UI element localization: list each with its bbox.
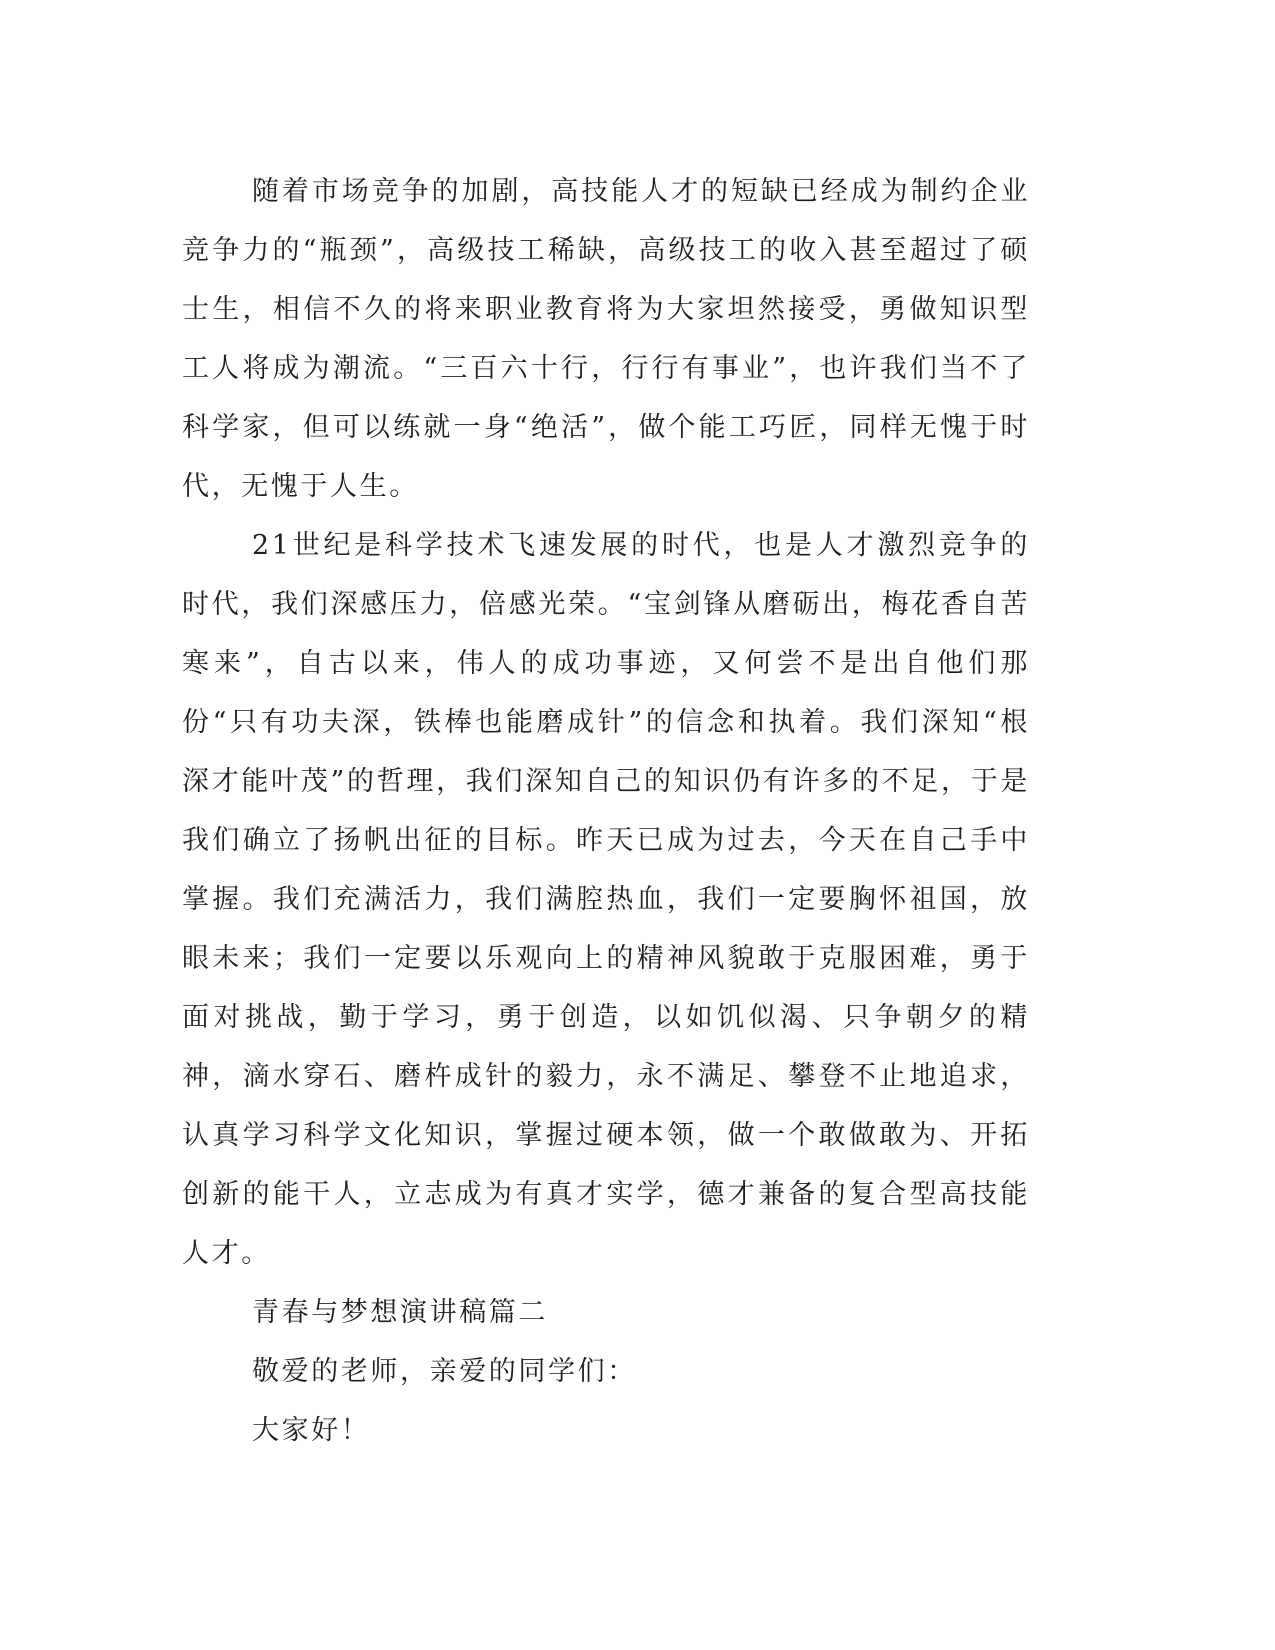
salutation: 敬爱的老师，亲爱的同学们：: [252, 1356, 637, 1387]
document-body: [182, 162, 1030, 1460]
section-title: 青春与梦想演讲稿篇二: [252, 1297, 548, 1328]
paragraph-21st-century: 21世纪是科学技术飞速发展的时代，也是人才激烈竞争的时代，我们深感压力，倍感光荣。“宝剑锋从磨砺出，梅花香自苦寒来”，自古以来，伟人的成功事迹，又何尝不是出自他们那份“只有功夫深，铁棒也能磨成针”的信念和执着。我们深知“根深才能叶茂”的哲理，我们深知自己的知识仍有许多的不足，于是我们确立了扬帆出征的目标。昨天已成为过去，今天在自己手中掌握。我们充满活力，我们满腔热血，我们一定要胸怀祖国，放眼未来；我们一定要以乐观向上的精神风貌敢于克服困难，勇于面对挑战，勤于学习，勇于创造，以如饥似渴、只争朝夕的精神，滴水穿石、磨杵成针的毅力，永不满足、攀登不止地追求，认真学习科学文化知识，掌握过硬本领，做一个敢做敢为、开拓创新的能干人，立志成为有真才实学，德才兼备的复合型高技能人才。: [182, 530, 1030, 1269]
paragraph-talent-shortage: 随着市场竞争的加剧，高技能人才的短缺已经成为制约企业竞争力的“瓶颈”，高级技工稀缺，高级技工的收入甚至超过了硕士生，相信不久的将来职业教育将为大家坦然接受，勇做知识型工人将成为潮流。“三百六十行，行行有事业”，也许我们当不了科学家，但可以练就一身“绝活”，做个能工巧匠，同样无愧于时代，无愧于人生。: [182, 176, 1030, 502]
greeting: 大家好！: [252, 1415, 371, 1446]
